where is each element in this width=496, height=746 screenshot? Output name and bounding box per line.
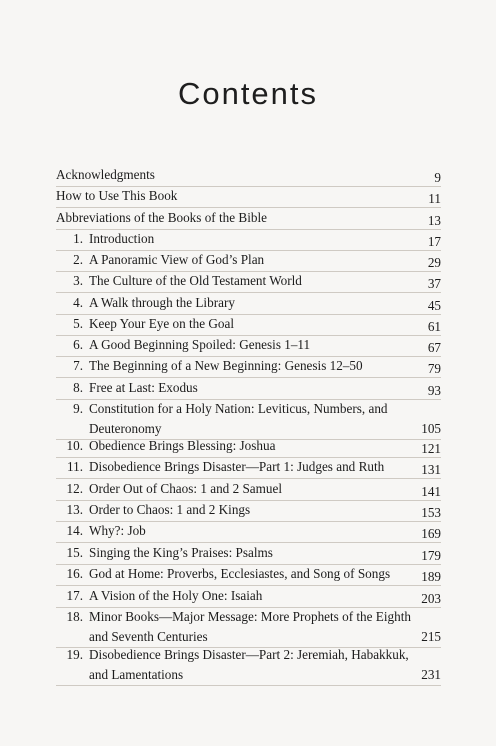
- toc-entry: [56, 378, 441, 398]
- toc-entry: [56, 521, 441, 541]
- page-number: 29: [427, 255, 441, 270]
- page-number: 93: [427, 383, 441, 398]
- entry-title-continuation: and Lamentations: [89, 667, 184, 682]
- page-number: 13: [427, 213, 441, 228]
- chapter-number: 13.: [66, 502, 83, 517]
- toc-entry-title: [56, 607, 411, 627]
- entry-title-text: The Beginning of a New Beginning: Genesis 12–50: [89, 358, 363, 373]
- chapter-number: 7.: [73, 358, 83, 373]
- chapter-number: 6.: [73, 337, 83, 352]
- page-number: 141: [421, 484, 441, 499]
- entry-title-text: Acknowledgments: [56, 167, 155, 182]
- contents-heading: Contents: [177, 76, 319, 111]
- toc-entry: [56, 186, 441, 206]
- toc-entry-title: [56, 564, 390, 584]
- page-number: 131: [421, 462, 441, 477]
- toc-entry-title: [56, 479, 282, 499]
- chapter-number: 3.: [73, 273, 83, 288]
- entry-divider: [56, 685, 441, 686]
- chapter-number: 11.: [67, 459, 83, 474]
- page-number: 121: [421, 441, 441, 456]
- page-number: 61: [427, 319, 441, 334]
- entry-title-text: The Culture of the Old Testament World: [89, 273, 302, 288]
- chapter-number: 12.: [66, 481, 83, 496]
- page-number: 189: [421, 569, 441, 584]
- entry-title-text: Order to Chaos: 1 and 2 Kings: [89, 502, 251, 517]
- entry-title-text: God at Home: Proverbs, Ecclesiastes, and Song of Songs: [89, 566, 391, 581]
- chapter-number: 14.: [66, 523, 83, 538]
- page-number: 17: [427, 234, 441, 249]
- toc-entry: [56, 208, 441, 228]
- chapter-number: 5.: [73, 316, 83, 331]
- toc-entry: [56, 229, 441, 249]
- entry-title-text: Constitution for a Holy Nation: Leviticus, Numbers, and: [89, 401, 388, 416]
- chapter-number: 8.: [73, 380, 83, 395]
- page-number: 203: [421, 591, 441, 606]
- toc-entry-title: [56, 500, 250, 520]
- toc-entry-title: [56, 186, 177, 206]
- entry-title-text: Obedience Brings Blessing: Joshua: [89, 438, 276, 453]
- page-number: 79: [427, 361, 441, 376]
- entry-title-text: Why?: Job: [89, 523, 146, 538]
- toc-entry: [56, 586, 441, 606]
- toc-entry-title: [56, 293, 235, 313]
- toc-entry: [56, 457, 441, 477]
- toc-entry: [56, 564, 441, 584]
- entry-title-text: A Panoramic View of God’s Plan: [89, 252, 265, 267]
- page-number: 179: [421, 548, 441, 563]
- toc-entry-title: [56, 271, 302, 291]
- chapter-number: 4.: [73, 295, 83, 310]
- page-number: 231: [421, 667, 441, 682]
- toc-entry-title: [56, 436, 275, 456]
- toc-entry-title: [56, 335, 310, 355]
- entry-title-continuation: Deuteronomy: [89, 421, 162, 436]
- toc-entry-title: [56, 356, 363, 376]
- toc-entry: [56, 543, 441, 563]
- chapter-number: 9.: [73, 401, 83, 416]
- entry-title-text: Order Out of Chaos: 1 and 2 Samuel: [89, 481, 283, 496]
- page-number: 215: [421, 629, 441, 644]
- chapter-number: 1.: [73, 231, 83, 246]
- chapter-number: 16.: [66, 566, 83, 581]
- toc-entry: [56, 335, 441, 355]
- toc-entry-title: [56, 378, 198, 398]
- toc-entry-title: [56, 250, 264, 270]
- toc-entry-title: [56, 399, 388, 419]
- toc-entry-title: [56, 457, 384, 477]
- page-number: 67: [427, 340, 441, 355]
- toc-entry-title: [56, 645, 409, 665]
- entry-title-text: Disobedience Brings Disaster—Part 2: Jeremiah, Habakkuk,: [89, 647, 409, 662]
- toc-entry: [56, 250, 441, 270]
- chapter-number: 2.: [73, 252, 83, 267]
- toc-entry: [56, 500, 441, 520]
- toc-entry-title: [56, 586, 262, 606]
- entry-title-text: Singing the King’s Praises: Psalms: [89, 545, 273, 560]
- page-number: 37: [427, 276, 441, 291]
- toc-entry: [56, 479, 441, 499]
- entry-title-text: A Good Beginning Spoiled: Genesis 1–11: [89, 337, 311, 352]
- toc-entry-title: [56, 208, 267, 228]
- entry-title-text: Free at Last: Exodus: [89, 380, 198, 395]
- toc-entry: [56, 399, 441, 439]
- page-number: 153: [421, 505, 441, 520]
- toc-entry: [56, 293, 441, 313]
- toc-entry-title: [56, 229, 154, 249]
- toc-entry: [56, 607, 441, 647]
- toc-entry: [56, 356, 441, 376]
- toc-entry-title: [56, 521, 146, 541]
- toc-entry-title: [56, 543, 273, 563]
- toc-entry: [56, 645, 441, 685]
- page-number: 45: [427, 298, 441, 313]
- toc-entry-title: [56, 314, 234, 334]
- page-number: 105: [421, 421, 441, 436]
- toc-entry: [56, 271, 441, 291]
- entry-title-text: A Walk through the Library: [89, 295, 235, 310]
- entry-title-text: Keep Your Eye on the Goal: [89, 316, 235, 331]
- chapter-number: 19.: [66, 647, 83, 662]
- toc-entry: [56, 165, 441, 185]
- chapter-number: 18.: [66, 609, 83, 624]
- entry-title-text: Disobedience Brings Disaster—Part 1: Judges and Ruth: [89, 459, 385, 474]
- toc-entry-title: [56, 165, 155, 185]
- entry-title-text: Minor Books—Major Message: More Prophets of the Eighth: [89, 609, 411, 624]
- entry-title-text: Introduction: [89, 231, 155, 246]
- toc-entry: [56, 436, 441, 456]
- page-number: 9: [434, 170, 441, 185]
- entry-title-text: How to Use This Book: [56, 188, 178, 203]
- entry-title-text: Abbreviations of the Books of the Bible: [56, 210, 267, 225]
- entry-title-text: A Vision of the Holy One: Isaiah: [89, 588, 263, 603]
- page-number: 169: [421, 526, 441, 541]
- chapter-number: 15.: [66, 545, 83, 560]
- chapter-number: 17.: [66, 588, 83, 603]
- entry-title-continuation: and Seventh Centuries: [89, 629, 208, 644]
- page-number: 11: [428, 191, 441, 206]
- chapter-number: 10.: [66, 438, 83, 453]
- toc-entry: [56, 314, 441, 334]
